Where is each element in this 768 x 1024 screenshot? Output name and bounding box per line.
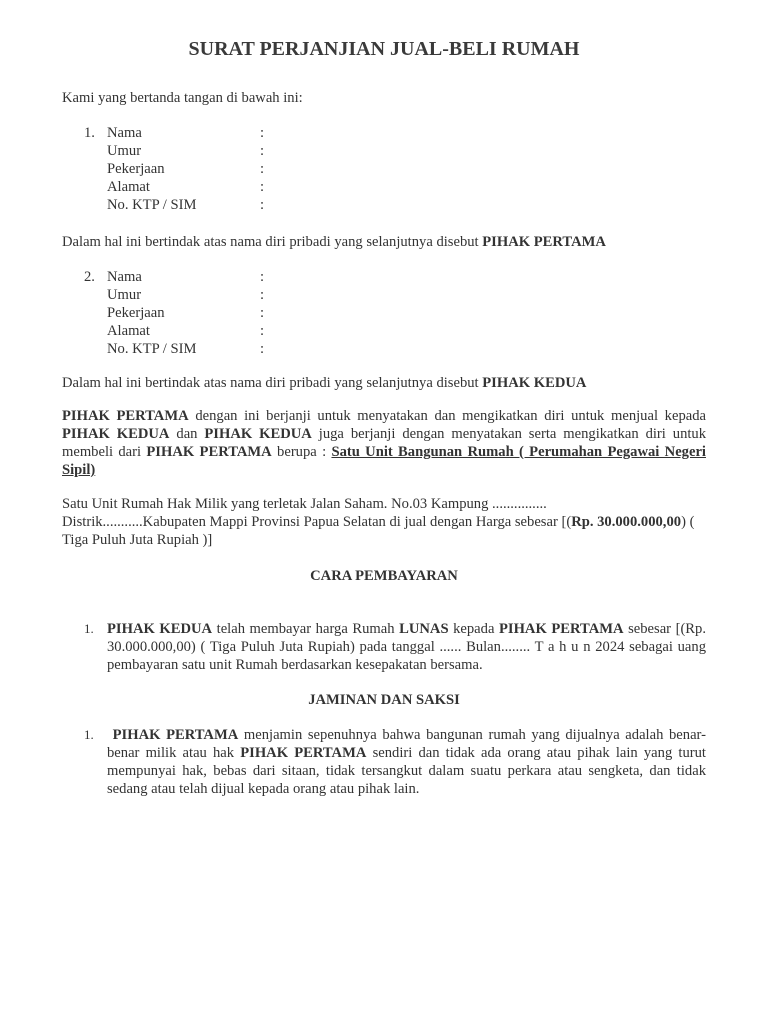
field-label: No. KTP / SIM xyxy=(107,197,197,213)
property-paragraph xyxy=(62,495,706,549)
paragraph-text: sendiri dan tidak ada orang atau pihak lain yang turut mempunyai hak, bebas dari sitaan, tidak tersangkut dalam suatu perkara atau sengketa, dan tidak sedang atau telah dijual kepada orang atau pihak lain. xyxy=(107,745,706,797)
field-label: Pekerjaan xyxy=(107,305,165,321)
agreement-paragraph xyxy=(62,407,706,479)
field-colon: : xyxy=(260,125,265,141)
paragraph-text: juga berjanji dengan menyatakan serta mengikatkan diri untuk membeli dari xyxy=(62,426,707,460)
intro-text: Kami yang bertanda tangan di bawah ini: xyxy=(62,90,303,106)
field-row xyxy=(107,196,264,214)
field-row xyxy=(107,304,264,322)
field-row xyxy=(107,124,264,142)
party-role: PIHAK PERTAMA xyxy=(482,234,606,250)
field-row xyxy=(107,160,264,178)
list-number: 1. xyxy=(84,621,94,636)
list-number: 1. xyxy=(84,125,95,141)
paragraph-text: telah membayar harga Rumah xyxy=(212,621,400,637)
document-title: SURAT PERJANJIAN JUAL-BELI RUMAH xyxy=(188,38,580,60)
guarantee-item xyxy=(62,726,706,798)
paragraph-text: berupa : xyxy=(271,444,332,460)
field-row xyxy=(107,178,264,196)
paragraph-text: sebesar [(Rp. 30.000.000,00) ( Tiga Puluh Juta Rupiah) pada tanggal ...... Bulan........ T a h u n 2024 sebagai uang pembayaran satu unit Rumah berdasarkan kesepakatan bersama. xyxy=(107,621,706,673)
statement-text: Dalam hal ini bertindak atas nama diri pribadi yang selanjutnya disebut xyxy=(62,234,483,250)
field-colon: : xyxy=(260,323,265,339)
party-role: PIHAK PERTAMA xyxy=(146,444,272,460)
statement-text: Dalam hal ini bertindak atas nama diri pribadi yang selanjutnya disebut xyxy=(62,375,483,391)
payment-status: LUNAS xyxy=(399,621,449,637)
party-role: PIHAK KEDUA xyxy=(62,426,170,442)
field-label: No. KTP / SIM xyxy=(107,341,197,357)
field-row xyxy=(107,142,264,160)
field-colon: : xyxy=(260,143,265,159)
field-row xyxy=(107,268,264,286)
paragraph-text: ) ( Tiga Puluh Juta Rupiah )] xyxy=(62,514,695,548)
paragraph-text: kepada xyxy=(448,621,499,637)
guarantee-heading: JAMINAN DAN SAKSI xyxy=(308,692,460,708)
sale-price: Rp. 30.000.000,00 xyxy=(571,514,682,530)
party2-statement xyxy=(62,374,706,392)
field-colon: : xyxy=(260,269,265,285)
sale-object: Satu Unit Bangunan Rumah ( Perumahan Pegawai Negeri Sipil) xyxy=(62,444,706,478)
field-colon: : xyxy=(260,305,265,321)
party-role: PIHAK KEDUA xyxy=(482,375,587,391)
paragraph-text: menjamin sepenuhnya bahwa bangunan rumah yang dijualnya adalah benar-benar milik atau hak xyxy=(107,727,706,761)
field-colon: : xyxy=(260,341,265,357)
field-label: Nama xyxy=(107,269,142,285)
field-row xyxy=(107,322,264,340)
field-label: Alamat xyxy=(107,323,150,339)
list-number: 1. xyxy=(84,727,94,742)
field-label: Umur xyxy=(107,287,142,303)
list-number: 2. xyxy=(84,269,95,285)
party-role: PIHAK PERTAMA xyxy=(498,621,624,637)
party-role: PIHAK KEDUA xyxy=(204,426,312,442)
paragraph-text: dan xyxy=(169,426,205,442)
payment-heading: CARA PEMBAYARAN xyxy=(310,568,458,584)
field-colon: : xyxy=(260,179,265,195)
field-label: Umur xyxy=(107,143,142,159)
field-row xyxy=(107,340,264,358)
paragraph-text: dengan ini berjanji untuk menyatakan dan mengikatkan diri untuk menjual kepada xyxy=(188,408,706,424)
party-role: PIHAK KEDUA xyxy=(107,621,213,637)
field-row xyxy=(107,286,264,304)
paragraph-text: Distrik...........Kabupaten Mappi Provinsi Papua Selatan di jual dengan Harga sebesar [( xyxy=(62,514,572,530)
property-location: Satu Unit Rumah Hak Milik yang terletak Jalan Saham. No.03 Kampung ............... xyxy=(62,496,547,512)
party1-statement xyxy=(62,233,706,251)
party-role: PIHAK PERTAMA xyxy=(112,727,239,743)
party-role: PIHAK PERTAMA xyxy=(240,745,367,761)
field-label: Nama xyxy=(107,125,142,141)
field-colon: : xyxy=(260,287,265,303)
field-colon: : xyxy=(260,161,265,177)
payment-item xyxy=(62,620,706,674)
field-label: Alamat xyxy=(107,179,150,195)
party-role: PIHAK PERTAMA xyxy=(62,408,189,424)
field-label: Pekerjaan xyxy=(107,161,165,177)
field-colon: : xyxy=(260,197,265,213)
